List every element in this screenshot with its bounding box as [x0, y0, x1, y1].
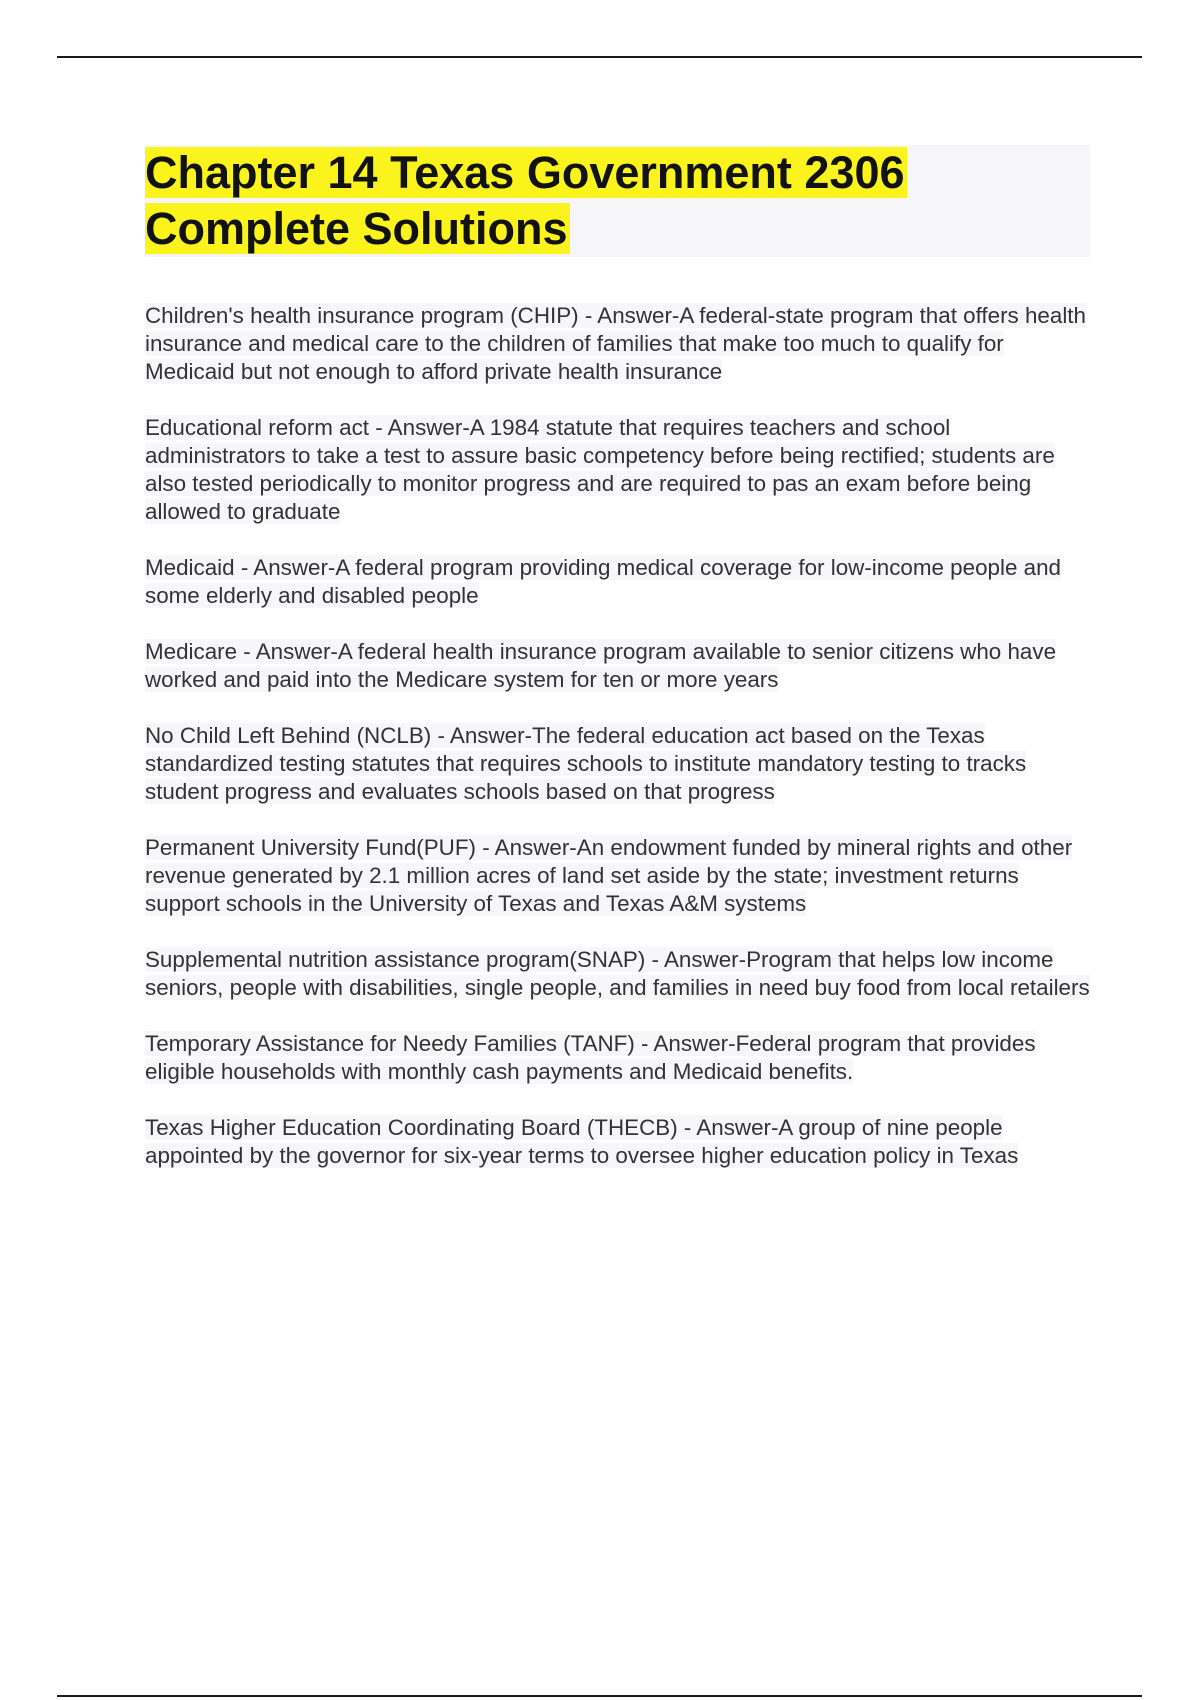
entry-text: Supplemental nutrition assistance program(SNAP) - Answer-Program that helps low income seniors, people with disabilities, single people, and families in need buy food from local retailers	[145, 947, 1090, 1000]
glossary-entry-tanf	[145, 1030, 1090, 1086]
top-rule	[57, 56, 1142, 58]
glossary-entries	[145, 302, 1090, 1198]
title-block	[145, 145, 1090, 257]
glossary-entry-educational-reform-act	[145, 414, 1090, 526]
entry-text: Educational reform act - Answer-A 1984 statute that requires teachers and school administrators to take a test to assure basic competency before being rectified; students are also tested periodically to monitor progress and are required to pas an exam before being allowed to graduate	[145, 415, 1055, 524]
entry-text: Medicaid - Answer-A federal program providing medical coverage for low-income people and some elderly and disabled people	[145, 555, 1061, 608]
glossary-entry-snap	[145, 946, 1090, 1002]
glossary-entry-medicaid	[145, 554, 1090, 610]
entry-text: Permanent University Fund(PUF) - Answer-An endowment funded by mineral rights and other revenue generated by 2.1 million acres of land set aside by the state; investment returns support schools in the University of Texas and Texas A&M systems	[145, 835, 1073, 916]
title-line-1: Chapter 14 Texas Government 2306	[145, 147, 905, 198]
entry-text: Medicare - Answer-A federal health insurance program available to senior citizens who have worked and paid into the Medicare system for ten or more years	[145, 639, 1057, 692]
glossary-entry-thecb	[145, 1114, 1090, 1170]
bottom-rule	[57, 1695, 1142, 1697]
title-line-2: Complete Solutions	[145, 203, 568, 254]
entry-text: No Child Left Behind (NCLB) - Answer-The federal education act based on the Texas standardized testing statutes that requires schools to institute mandatory testing to tracks student progress and evaluates schools based on that progress	[145, 723, 1027, 804]
glossary-entry-medicare	[145, 638, 1090, 694]
glossary-entry-nclb	[145, 722, 1090, 806]
entry-text: Temporary Assistance for Needy Families (TANF) - Answer-Federal program that provides eligible households with monthly cash payments and Medicaid benefits.	[145, 1031, 1036, 1084]
entry-text: Texas Higher Education Coordinating Board (THECB) - Answer-A group of nine people appointed by the governor for six-year terms to oversee higher education policy in Texas	[145, 1115, 1019, 1168]
entry-text: Children's health insurance program (CHIP) - Answer-A federal-state program that offers health insurance and medical care to the children of families that make too much to qualify for Medicaid but not enough to afford private health insurance	[145, 303, 1086, 384]
glossary-entry-chip	[145, 302, 1090, 386]
glossary-entry-puf	[145, 834, 1090, 918]
document-title	[145, 145, 1090, 257]
